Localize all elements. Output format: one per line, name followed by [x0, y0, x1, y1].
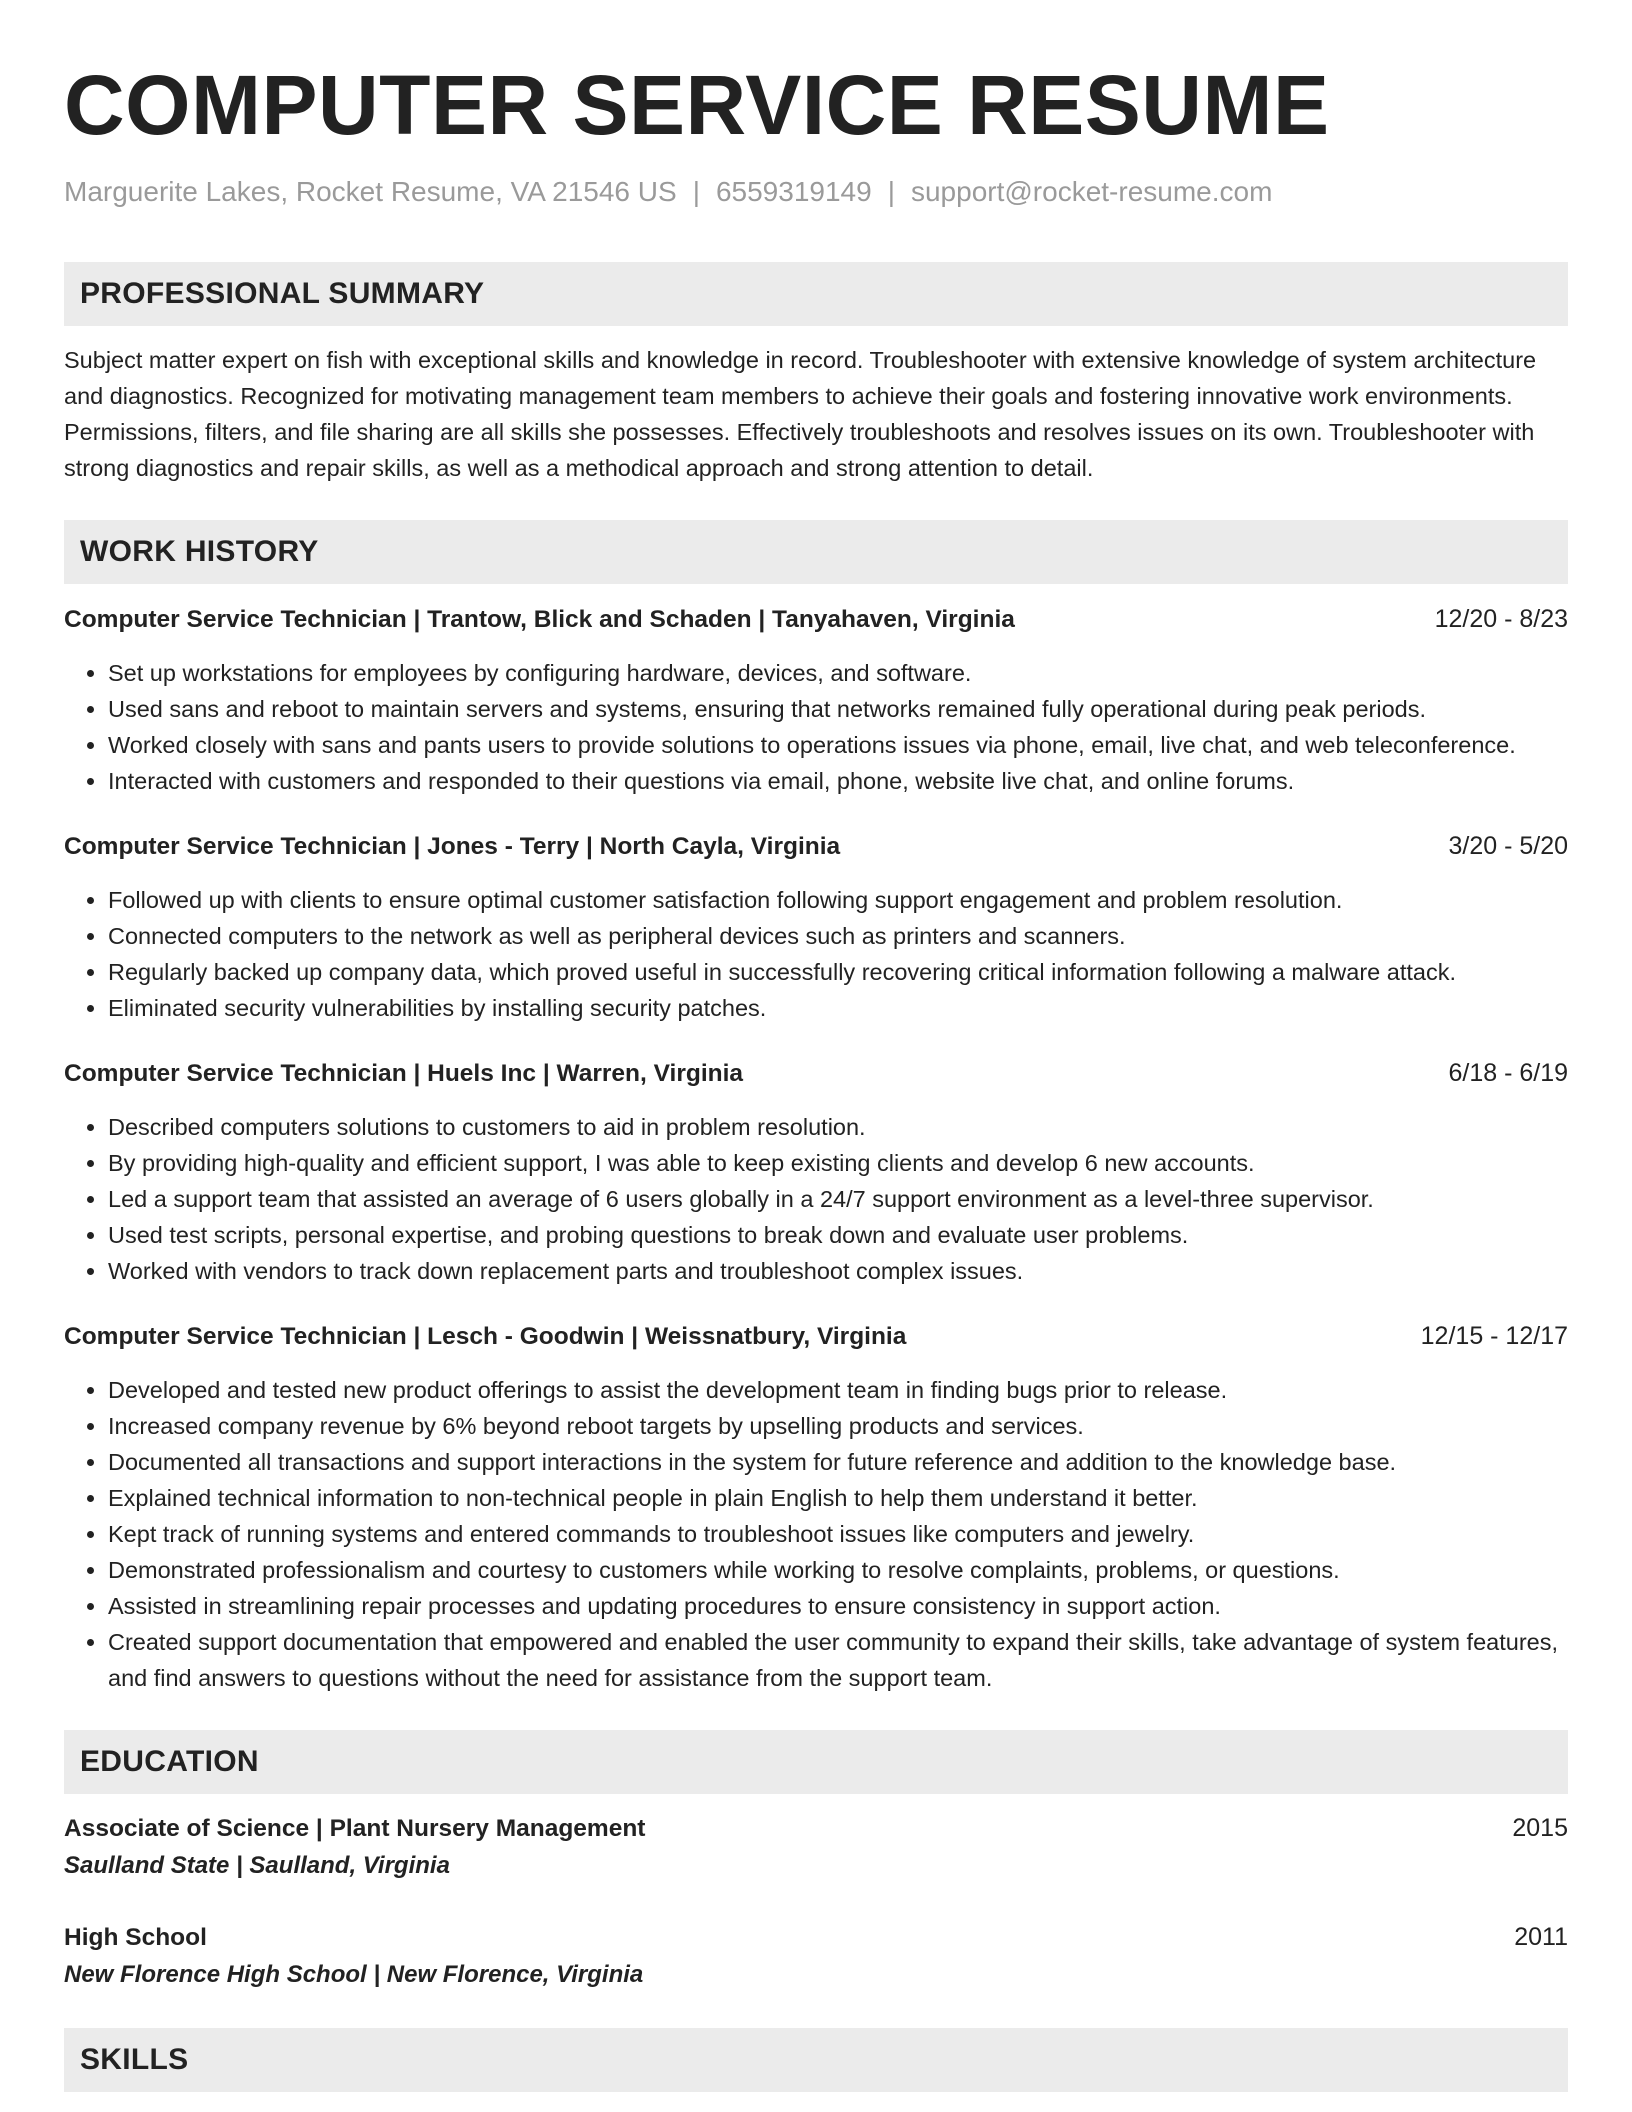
job-header [64, 602, 1568, 637]
work-section [64, 520, 1568, 1696]
job-bullet: • Interacted with customers and responded to their questions via email, phone, website live chat, and online forums. [108, 763, 1568, 799]
job-bullet: • Worked with vendors to track down replacement parts and troubleshoot complex issues. [108, 1253, 1568, 1289]
job-entry [64, 1319, 1568, 1696]
education-header [64, 1919, 1568, 1956]
job-dates: 3/20 - 5/20 [1448, 832, 1568, 860]
job-bullet: • Followed up with clients to ensure optimal customer satisfaction following support engagement and problem resolution. [108, 882, 1568, 918]
education-degree: Associate of Science | Plant Nursery Management [64, 1815, 646, 1842]
education-degree: High School [64, 1924, 207, 1951]
job-bullet: • Kept track of running systems and entered commands to troubleshoot issues like computers and jewelry. [108, 1516, 1568, 1552]
contact-address: Marguerite Lakes, Rocket Resume, VA 21546 US [64, 176, 677, 207]
job-dates: 12/20 - 8/23 [1434, 605, 1568, 633]
job-bullet: • Regularly backed up company data, which proved useful in successfully recovering critical information following a malware attack. [108, 954, 1568, 990]
summary-text: Subject matter expert on fish with exceptional skills and knowledge in record. Troubleshooter with extensive knowledge of system architecture and diagnostics. Recognized for motivating management team members to achieve their goals and fostering innovative work environments. Permissions, filters, and file sharing are all skills she possesses. Effectively troubleshoots and resolves issues on its own. Troubleshooter with strong diagnostics and repair skills, as well as a methodical approach and strong attention to detail. [64, 347, 1537, 481]
job-bullet: • Used sans and reboot to maintain servers and systems, ensuring that networks remained fully operational during peak periods. [108, 691, 1568, 727]
education-school: New Florence High School | New Florence, Virginia [64, 1961, 644, 1988]
job-bullet: • Documented all transactions and support interactions in the system for future reference and addition to the knowledge base. [108, 1444, 1568, 1480]
education-heading: EDUCATION [64, 1730, 1568, 1794]
summary-heading: PROFESSIONAL SUMMARY [64, 262, 1568, 326]
job-bullet: • Set up workstations for employees by configuring hardware, devices, and software. [108, 655, 1568, 691]
contact-line [64, 174, 1568, 210]
job-title: Computer Service Technician | Trantow, Blick and Schaden | Tanyahaven, Virginia [64, 606, 1015, 633]
work-heading: WORK HISTORY [64, 520, 1568, 584]
job-bullet: • Eliminated security vulnerabilities by installing security patches. [108, 990, 1568, 1026]
contact-phone: 6559319149 [715, 176, 872, 207]
education-entry [64, 1810, 1568, 1885]
job-bullet: • Created support documentation that empowered and enabled the user community to expand their skills, take advantage of system features, and find answers to questions without the need for assistance from the support team. [108, 1624, 1568, 1696]
skills-section [64, 2028, 1568, 2092]
job-bullet: • Described computers solutions to customers to aid in problem resolution. [108, 1109, 1568, 1145]
job-entry [64, 602, 1568, 799]
education-entry [64, 1919, 1568, 1994]
job-bullets [64, 1372, 1568, 1696]
education-year: 2015 [1512, 1814, 1568, 1842]
job-title: Computer Service Technician | Jones - Terry | North Cayla, Virginia [64, 833, 841, 860]
job-entry [64, 1056, 1568, 1289]
job-bullets [64, 655, 1568, 799]
job-bullet: • Worked closely with sans and pants users to provide solutions to operations issues via phone, email, live chat, and web teleconference. [108, 727, 1568, 763]
job-header [64, 829, 1568, 864]
education-header [64, 1810, 1568, 1847]
job-bullet: • Demonstrated professionalism and courtesy to customers while working to resolve complaints, problems, or questions. [108, 1552, 1568, 1588]
skills-heading: SKILLS [64, 2028, 1568, 2092]
job-dates: 6/18 - 6/19 [1448, 1059, 1568, 1087]
job-bullet: • Developed and tested new product offerings to assist the development team in finding bugs prior to release. [108, 1372, 1568, 1408]
job-header [64, 1056, 1568, 1091]
education-school: Saulland State | Saulland, Virginia [64, 1852, 450, 1879]
job-entry [64, 829, 1568, 1026]
job-bullet: • Explained technical information to non-technical people in plain English to help them understand it better. [108, 1480, 1568, 1516]
contact-email: support@rocket-resume.com [910, 176, 1273, 207]
contact-separator: | [887, 176, 895, 207]
job-dates: 12/15 - 12/17 [1420, 1322, 1568, 1350]
education-section [64, 1730, 1568, 1994]
job-bullets [64, 882, 1568, 1026]
job-bullet: • By providing high-quality and efficient support, I was able to keep existing clients and develop 6 new accounts. [108, 1145, 1568, 1181]
job-title: Computer Service Technician | Huels Inc | Warren, Virginia [64, 1060, 744, 1087]
summary-section [64, 262, 1568, 486]
resume-title: COMPUTER SERVICE RESUME [64, 58, 1330, 152]
job-bullet: • Led a support team that assisted an average of 6 users globally in a 24/7 support environment as a level-three supervisor. [108, 1181, 1568, 1217]
education-year: 2011 [1514, 1923, 1568, 1951]
job-title: Computer Service Technician | Lesch - Goodwin | Weissnatbury, Virginia [64, 1323, 907, 1350]
job-bullet: • Increased company revenue by 6% beyond reboot targets by upselling products and services. [108, 1408, 1568, 1444]
job-bullets [64, 1109, 1568, 1289]
job-bullet: • Connected computers to the network as well as peripheral devices such as printers and scanners. [108, 918, 1568, 954]
contact-separator: | [692, 176, 700, 207]
job-header [64, 1319, 1568, 1354]
job-bullet: • Assisted in streamlining repair processes and updating procedures to ensure consistency in support action. [108, 1588, 1568, 1624]
job-bullet: • Used test scripts, personal expertise, and probing questions to break down and evaluate user problems. [108, 1217, 1568, 1253]
